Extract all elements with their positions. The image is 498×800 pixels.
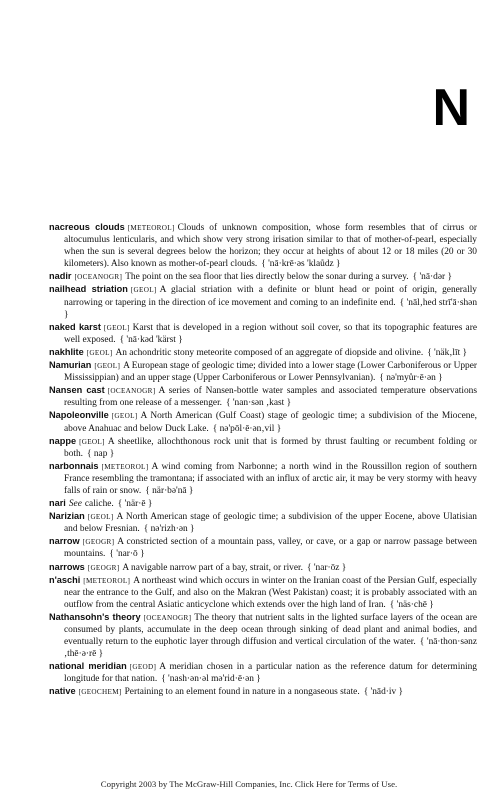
entry-term: narrows (49, 561, 85, 572)
entry (49, 435, 477, 460)
entry-term: Napoleonville (49, 410, 109, 421)
entry (49, 460, 477, 497)
entry (49, 283, 477, 320)
entry (49, 321, 477, 346)
entry (49, 359, 477, 384)
entry-field: [OCEANOGR] (74, 273, 123, 282)
entry-field: [OCEANOGR] (107, 387, 156, 396)
entry-definition: A North American (Gulf Coast) stage of geologic time; a subdivision of the Miocene, above Anahuac and below Duck Lake. (64, 411, 477, 434)
entry-term: nailhead striation (49, 284, 128, 295)
dictionary-entries (49, 221, 477, 699)
entry (49, 384, 477, 409)
entry-term: Nansen cast (49, 385, 105, 396)
entry (49, 409, 477, 434)
entry-pronunciation: { 'nar·ō } (109, 549, 145, 560)
entry (49, 535, 477, 560)
entry-field: [GEOCHEM] (78, 688, 122, 697)
entry-definition: A wind coming from Narbonne; a north wind in the Roussillon region of southern France resembling the tramontana; if associated with an influx of arctic air, it may be very stormy with heavy falls of rain or snow. (64, 461, 477, 496)
entry-pronunciation: { nap } (87, 448, 115, 459)
entry-pronunciation: { 'nāl‚hed strī'ā·shən } (64, 297, 478, 320)
entry-pronunciation: { 'näs·chē } (389, 599, 434, 610)
entry-field: [METEOROL] (83, 576, 131, 585)
entry-definition: Karst that is developed in a region without soil cover, so that its topographic features are well exposed. (64, 322, 477, 345)
entry-pronunciation: { 'nā·krē·əs 'klaůdz } (261, 259, 341, 270)
entry-field: [METEOROL] (101, 462, 149, 471)
entry-definition: The theory that nutrient salts in the lighted surface layers of the ocean are consumed by plants, accumulate in the deep ocean through sinking of dead plant and animal bodies, and eventually return to the euphotic layer through diffusion and vertical circulation of the water. (64, 612, 477, 648)
entry-term: nakhlite (49, 346, 84, 357)
entry-term: Nathansohn's theory (49, 611, 141, 622)
entry-term: naked karst (49, 321, 101, 332)
entry-field: See (68, 499, 82, 510)
entry-definition: A sheetlike, allochthonous rock unit that is formed by thrust faulting or recumbent folding or both. (64, 436, 477, 459)
entry-field: [GEOL] (86, 348, 113, 357)
entry-definition: Pertaining to an element found in nature in a nongaseous state. (124, 687, 360, 698)
entry-field: [GEOGR] (87, 563, 120, 572)
entry-term: nappe (49, 435, 77, 446)
entry-definition: A North American stage of geologic time; a subdivision of the upper Eocene, above Ulatisian and below Fresnian. (64, 512, 477, 535)
entry-definition: A northeast wind which occurs in winter on the Iranian coast of the Persian Gulf, especially near the entrance to the Gulf, and also on the Makran (West Pakistan) coast; it is probably associated with an outflow from the central Asiatic anticyclone which extends over the high land of Iran. (64, 575, 477, 610)
entry-field: [GEOL] (87, 513, 114, 522)
entry-pronunciation: { 'nar·ōz } (306, 562, 347, 573)
entry (49, 221, 477, 270)
entry-definition: A navigable narrow part of a bay, strait, or river. (122, 562, 303, 573)
entry-pronunciation: { 'nan·sən ‚kast } (226, 398, 292, 409)
entry-term: narbonnais (49, 460, 99, 471)
entry-term: narrow (49, 536, 80, 547)
entry-definition: A meridian chosen in a particular nation as the reference datum for determining longitude for that nation. (64, 662, 477, 685)
entry-pronunciation: { 'nā·thon·sənz ‚thē·ə·rē } (64, 637, 477, 660)
entry-term: national meridian (49, 661, 127, 672)
entry-term: nadir (49, 271, 72, 282)
entry (49, 270, 477, 283)
entry-pronunciation: { 'när·ē } (117, 499, 153, 510)
entry-field: [GEOGR] (82, 538, 115, 547)
entry (49, 660, 477, 685)
entry (49, 346, 477, 359)
entry-field: [GEOL] (94, 362, 121, 371)
entry-pronunciation: { nə'pōl·ē·ən‚vil } (212, 423, 282, 434)
entry-pronunciation: { när·bə'nā } (145, 485, 194, 496)
entry-pronunciation: { 'nā·kəd 'kärst } (119, 334, 183, 345)
entry-definition: An achondritic stony meteorite composed of an aggregate of diopside and olivine. (115, 347, 424, 358)
entry-pronunciation: { nə'myůr·ē·ən } (379, 373, 443, 384)
entry-definition: A series of Nansen-bottle water samples and associated temperature observations resulting from one release of a messenger. (64, 386, 477, 409)
entry (49, 574, 477, 611)
entry-definition: caliche. (84, 499, 114, 510)
copyright-footer[interactable]: Copyright 2003 by The McGraw-Hill Companies, Inc. Click Here for Terms of Use. (100, 779, 398, 789)
entry-definition: Clouds of unknown composition, whose form resembles that of cirrus or altocumulus lenticularis, and which show very strong irisation similar to that of mother-of-pearl, especially when the sun is several degrees below the horizon; they occur at heights of about 12 or 18 miles (20 or 30 kilometers). Also known as mother-of-pearl clouds. (64, 223, 477, 270)
entry-definition: The point on the sea floor that lies directly below the sonar during a survey. (125, 272, 409, 283)
entry-definition: A European stage of geologic time; divided into a lower stage (Lower Carboniferous or Upper Mississippian) and an upper stage (Upper Carboniferous or Lower Pennsylvanian). (64, 361, 477, 384)
entry-pronunciation: { nə'rizh·ən } (143, 524, 195, 535)
entry (49, 510, 477, 535)
section-letter: N (432, 79, 470, 137)
entry-pronunciation: { 'näk‚līt } (427, 347, 468, 358)
entry-term: Narizian (49, 511, 85, 522)
entry-pronunciation: { 'nā·dər } (412, 272, 452, 283)
entry-term: nari (49, 498, 66, 509)
entry-definition: A constricted section of a mountain pass, valley, or cave, or a gap or narrow passage between mountains. (64, 537, 477, 560)
entry (49, 497, 477, 510)
entry-term: n'aschi (49, 574, 81, 585)
entry-field: [GEOL] (111, 412, 138, 421)
entry-pronunciation: { 'nash·ən·əl mə'rid·ē·ən } (161, 674, 261, 685)
entry-term: native (49, 686, 76, 697)
entry-pronunciation: { 'nād·iv } (363, 687, 404, 698)
entry (49, 685, 477, 698)
entry-field: [GEOL] (103, 323, 130, 332)
entry-field: [GEOL] (79, 437, 105, 446)
entry-field: [OCEANOGR] (143, 613, 192, 622)
entry-term: Namurian (49, 360, 92, 371)
entry (49, 561, 477, 574)
entry (49, 611, 477, 660)
entry-field: [GEOD] (129, 663, 157, 672)
entry-field: [METEOROL] (127, 224, 175, 232)
entry-field: [GEOL] (130, 286, 157, 295)
entry-term: nacreous clouds (49, 222, 125, 232)
entry-definition: A glacial striation with a definite or blunt head or point of origin, generally narrowing or tapering in the direction of ice movement and coming to an indefinite end. (64, 285, 477, 308)
